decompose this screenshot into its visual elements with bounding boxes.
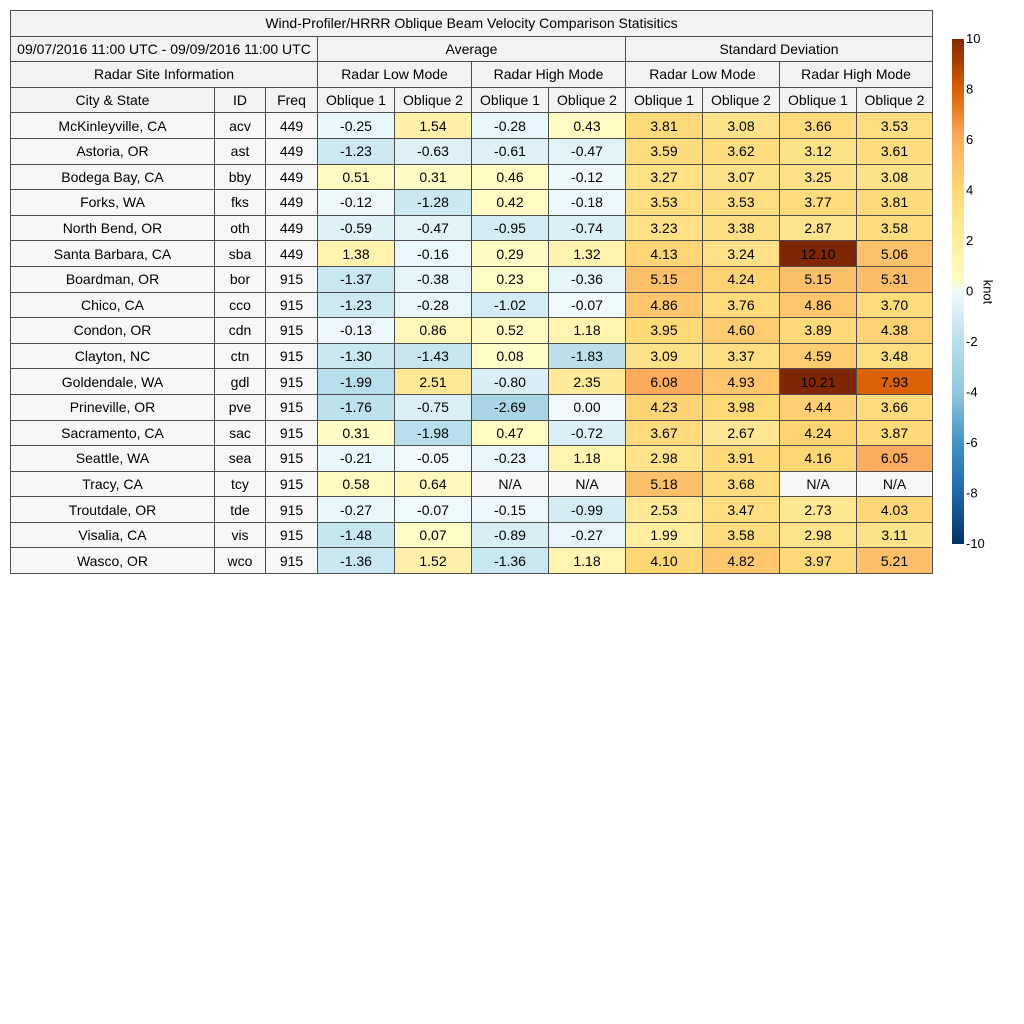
table-row [11,164,933,190]
column-header-city: City & State [11,87,215,113]
site-freq-cell: 915 [266,497,318,523]
colorbar-tick-label: -4 [966,384,978,400]
table-row [11,343,933,369]
site-freq-cell: 915 [266,420,318,446]
site-freq-cell: 449 [266,190,318,216]
value-cell-avg-high-oblique-2: 1.32 [549,241,626,267]
site-freq-cell: 915 [266,548,318,574]
colorbar-tick-label: -6 [966,435,978,450]
site-city-cell: Tracy, CA [11,471,215,497]
value-cell-avg-low-oblique-2: -0.16 [395,241,472,267]
value-cell-std-low-oblique-2: 3.76 [703,292,780,318]
value-cell-avg-high-oblique-1: 0.46 [472,164,549,190]
value-cell-std-low-oblique-1: 3.53 [626,190,703,216]
column-header-id: ID [215,87,266,113]
value-cell-std-low-oblique-2: 3.53 [703,190,780,216]
value-cell-std-low-oblique-2: 3.37 [703,343,780,369]
site-city-cell: Boardman, OR [11,266,215,292]
site-id-cell: ctn [215,343,266,369]
site-city-cell: Bodega Bay, CA [11,164,215,190]
value-cell-avg-low-oblique-2: 0.31 [395,164,472,190]
site-freq-cell: 915 [266,343,318,369]
value-cell-avg-low-oblique-2: -1.28 [395,190,472,216]
column-header-avg-low-oblique-2: Oblique 2 [395,87,472,113]
value-cell-avg-low-oblique-2: -1.43 [395,343,472,369]
value-cell-avg-low-oblique-1: -1.23 [318,138,395,164]
value-cell-std-low-oblique-2: 4.60 [703,318,780,344]
value-cell-avg-low-oblique-1: -0.13 [318,318,395,344]
std-low-mode-header: Radar Low Mode [626,62,780,88]
value-cell-avg-high-oblique-1: 0.29 [472,241,549,267]
value-cell-std-high-oblique-1: 3.66 [780,113,857,139]
value-cell-std-high-oblique-1: 2.73 [780,497,857,523]
value-cell-avg-high-oblique-2: -0.47 [549,138,626,164]
table-row [11,292,933,318]
value-cell-std-low-oblique-1: 3.23 [626,215,703,241]
value-cell-avg-high-oblique-2: 1.18 [549,446,626,472]
column-header-std-high-oblique-1: Oblique 1 [780,87,857,113]
value-cell-std-high-oblique-1: 2.98 [780,522,857,548]
site-id-cell: sac [215,420,266,446]
value-cell-avg-high-oblique-2: N/A [549,471,626,497]
column-header-std-low-oblique-1: Oblique 1 [626,87,703,113]
value-cell-std-low-oblique-1: 5.15 [626,266,703,292]
value-cell-std-low-oblique-1: 2.98 [626,446,703,472]
table-row [11,215,933,241]
colorbar-tick-label: 4 [966,182,974,198]
site-city-cell: Forks, WA [11,190,215,216]
site-city-cell: Chico, CA [11,292,215,318]
site-freq-cell: 915 [266,266,318,292]
value-cell-avg-low-oblique-2: -0.38 [395,266,472,292]
table-row [11,369,933,395]
site-id-cell: sea [215,446,266,472]
value-cell-avg-high-oblique-1: -0.23 [472,446,549,472]
stats-table [10,10,933,574]
value-cell-avg-high-oblique-1: -1.36 [472,548,549,574]
column-header-avg-low-oblique-1: Oblique 1 [318,87,395,113]
site-freq-cell: 915 [266,522,318,548]
site-freq-cell: 449 [266,241,318,267]
value-cell-std-low-oblique-2: 3.24 [703,241,780,267]
value-cell-avg-high-oblique-1: -0.89 [472,522,549,548]
value-cell-std-high-oblique-2: 3.11 [857,522,933,548]
value-cell-avg-low-oblique-1: -0.59 [318,215,395,241]
table-row [11,241,933,267]
colorbar-tick-label: 10 [966,31,981,46]
value-cell-avg-low-oblique-1: -1.30 [318,343,395,369]
colorbar-tick-label: -2 [966,334,978,349]
column-header-std-high-oblique-2: Oblique 2 [857,87,933,113]
value-cell-std-high-oblique-1: 4.59 [780,343,857,369]
colorbar [940,30,1020,560]
column-header-std-low-oblique-2: Oblique 2 [703,87,780,113]
value-cell-avg-high-oblique-1: 0.23 [472,266,549,292]
table-title: Wind-Profiler/HRRR Oblique Beam Velocity Comparison Statisitics [11,11,933,37]
site-id-cell: wco [215,548,266,574]
table-row [11,471,933,497]
site-id-cell: sba [215,241,266,267]
value-cell-std-low-oblique-1: 1.99 [626,522,703,548]
site-id-cell: tcy [215,471,266,497]
value-cell-std-high-oblique-2: 6.05 [857,446,933,472]
value-cell-avg-low-oblique-2: -0.05 [395,446,472,472]
value-cell-std-low-oblique-1: 3.59 [626,138,703,164]
value-cell-avg-high-oblique-1: 0.47 [472,420,549,446]
value-cell-avg-low-oblique-1: -1.36 [318,548,395,574]
site-freq-cell: 449 [266,215,318,241]
value-cell-std-high-oblique-1: 3.25 [780,164,857,190]
value-cell-avg-high-oblique-1: -1.02 [472,292,549,318]
table-row [11,138,933,164]
site-city-cell: Goldendale, WA [11,369,215,395]
value-cell-avg-high-oblique-2: -0.74 [549,215,626,241]
value-cell-std-low-oblique-2: 3.08 [703,113,780,139]
value-cell-avg-high-oblique-1: -0.80 [472,369,549,395]
value-cell-avg-high-oblique-1: 0.42 [472,190,549,216]
value-cell-std-low-oblique-1: 4.86 [626,292,703,318]
site-freq-cell: 449 [266,164,318,190]
value-cell-avg-low-oblique-1: -1.48 [318,522,395,548]
site-city-cell: McKinleyville, CA [11,113,215,139]
table-row [11,266,933,292]
value-cell-std-high-oblique-2: 3.58 [857,215,933,241]
site-city-cell: Seattle, WA [11,446,215,472]
value-cell-avg-high-oblique-2: 2.35 [549,369,626,395]
site-id-cell: oth [215,215,266,241]
site-id-cell: bby [215,164,266,190]
site-id-cell: vis [215,522,266,548]
colorbar-tick-label: -10 [966,536,985,551]
value-cell-avg-low-oblique-1: -1.23 [318,292,395,318]
site-freq-cell: 915 [266,292,318,318]
value-cell-std-low-oblique-2: 4.93 [703,369,780,395]
std-group-header: Standard Deviation [626,36,933,62]
value-cell-avg-low-oblique-2: -0.07 [395,497,472,523]
value-cell-std-high-oblique-1: 10.21 [780,369,857,395]
value-cell-std-high-oblique-2: 4.38 [857,318,933,344]
value-cell-avg-low-oblique-2: -0.63 [395,138,472,164]
table-row [11,420,933,446]
value-cell-avg-high-oblique-1: -0.15 [472,497,549,523]
value-cell-avg-low-oblique-1: -0.27 [318,497,395,523]
value-cell-avg-low-oblique-2: 1.52 [395,548,472,574]
value-cell-std-low-oblique-2: 3.98 [703,394,780,420]
value-cell-std-high-oblique-1: 4.86 [780,292,857,318]
value-cell-avg-low-oblique-1: 0.58 [318,471,395,497]
site-city-cell: Troutdale, OR [11,497,215,523]
value-cell-avg-high-oblique-1: 0.08 [472,343,549,369]
table-row [11,113,933,139]
value-cell-avg-low-oblique-1: 0.31 [318,420,395,446]
value-cell-std-high-oblique-1: 4.16 [780,446,857,472]
value-cell-std-low-oblique-2: 4.24 [703,266,780,292]
table-row [11,497,933,523]
value-cell-avg-low-oblique-1: 0.51 [318,164,395,190]
value-cell-avg-low-oblique-1: -0.21 [318,446,395,472]
site-id-cell: ast [215,138,266,164]
value-cell-std-low-oblique-2: 3.68 [703,471,780,497]
value-cell-avg-high-oblique-2: 1.18 [549,318,626,344]
site-id-cell: cco [215,292,266,318]
value-cell-std-high-oblique-2: 3.81 [857,190,933,216]
value-cell-avg-high-oblique-2: 1.18 [549,548,626,574]
value-cell-avg-high-oblique-1: N/A [472,471,549,497]
value-cell-std-low-oblique-2: 4.82 [703,548,780,574]
value-cell-std-high-oblique-1: 3.12 [780,138,857,164]
value-cell-avg-low-oblique-2: 2.51 [395,369,472,395]
column-header-avg-high-oblique-1: Oblique 1 [472,87,549,113]
value-cell-avg-low-oblique-2: -0.47 [395,215,472,241]
value-cell-avg-high-oblique-1: 0.52 [472,318,549,344]
value-cell-avg-high-oblique-2: -0.27 [549,522,626,548]
value-cell-std-high-oblique-1: 3.89 [780,318,857,344]
value-cell-std-high-oblique-1: 3.77 [780,190,857,216]
site-city-cell: North Bend, OR [11,215,215,241]
value-cell-avg-high-oblique-2: -1.83 [549,343,626,369]
site-freq-cell: 449 [266,113,318,139]
value-cell-avg-high-oblique-2: -0.18 [549,190,626,216]
value-cell-std-high-oblique-1: 4.24 [780,420,857,446]
value-cell-std-low-oblique-1: 4.23 [626,394,703,420]
value-cell-std-low-oblique-1: 5.18 [626,471,703,497]
site-id-cell: cdn [215,318,266,344]
value-cell-avg-low-oblique-1: -1.76 [318,394,395,420]
value-cell-avg-low-oblique-1: -1.99 [318,369,395,395]
value-cell-std-low-oblique-1: 4.10 [626,548,703,574]
value-cell-avg-high-oblique-1: -0.28 [472,113,549,139]
site-info-header: Radar Site Information [11,62,318,88]
site-freq-cell: 915 [266,369,318,395]
value-cell-std-high-oblique-1: N/A [780,471,857,497]
value-cell-std-low-oblique-1: 6.08 [626,369,703,395]
site-id-cell: pve [215,394,266,420]
value-cell-std-low-oblique-1: 3.67 [626,420,703,446]
table-row [11,318,933,344]
value-cell-std-high-oblique-2: 4.03 [857,497,933,523]
value-cell-std-low-oblique-1: 3.81 [626,113,703,139]
value-cell-avg-low-oblique-2: -0.28 [395,292,472,318]
value-cell-avg-low-oblique-1: 1.38 [318,241,395,267]
site-city-cell: Wasco, OR [11,548,215,574]
value-cell-std-low-oblique-1: 2.53 [626,497,703,523]
site-city-cell: Sacramento, CA [11,420,215,446]
colorbar-gradient [952,39,964,544]
value-cell-std-high-oblique-1: 5.15 [780,266,857,292]
site-city-cell: Visalia, CA [11,522,215,548]
site-city-cell: Condon, OR [11,318,215,344]
avg-low-mode-header: Radar Low Mode [318,62,472,88]
value-cell-avg-high-oblique-1: -0.95 [472,215,549,241]
value-cell-std-low-oblique-1: 3.09 [626,343,703,369]
value-cell-std-low-oblique-2: 3.62 [703,138,780,164]
table-row [11,548,933,574]
value-cell-std-high-oblique-2: 3.61 [857,138,933,164]
value-cell-avg-low-oblique-2: -1.98 [395,420,472,446]
value-cell-avg-low-oblique-2: 0.86 [395,318,472,344]
value-cell-std-high-oblique-1: 3.97 [780,548,857,574]
colorbar-tick-label: 6 [966,132,974,147]
table-row [11,446,933,472]
period-label: 09/07/2016 11:00 UTC - 09/09/2016 11:00 UTC [11,36,318,62]
value-cell-avg-high-oblique-1: -0.61 [472,138,549,164]
value-cell-std-high-oblique-2: N/A [857,471,933,497]
value-cell-avg-low-oblique-1: -1.37 [318,266,395,292]
column-header-avg-high-oblique-2: Oblique 2 [549,87,626,113]
value-cell-std-low-oblique-2: 2.67 [703,420,780,446]
colorbar-unit-label: knot [980,279,996,305]
site-freq-cell: 449 [266,138,318,164]
value-cell-std-low-oblique-1: 3.95 [626,318,703,344]
colorbar-tick-label: 2 [966,233,974,248]
site-id-cell: fks [215,190,266,216]
colorbar-tick-label: 0 [966,283,974,299]
value-cell-std-high-oblique-2: 3.48 [857,343,933,369]
value-cell-avg-high-oblique-2: -0.72 [549,420,626,446]
site-freq-cell: 915 [266,394,318,420]
value-cell-avg-high-oblique-2: 0.00 [549,394,626,420]
value-cell-std-low-oblique-2: 3.91 [703,446,780,472]
site-freq-cell: 915 [266,318,318,344]
value-cell-avg-high-oblique-2: -0.99 [549,497,626,523]
value-cell-avg-high-oblique-2: 0.43 [549,113,626,139]
value-cell-std-high-oblique-2: 3.08 [857,164,933,190]
value-cell-std-low-oblique-1: 4.13 [626,241,703,267]
value-cell-std-high-oblique-1: 2.87 [780,215,857,241]
value-cell-avg-low-oblique-2: 1.54 [395,113,472,139]
value-cell-std-high-oblique-2: 7.93 [857,369,933,395]
colorbar-tick-label: 8 [966,81,974,97]
value-cell-avg-low-oblique-2: 0.64 [395,471,472,497]
table-row [11,190,933,216]
std-high-mode-header: Radar High Mode [780,62,933,88]
value-cell-std-low-oblique-1: 3.27 [626,164,703,190]
value-cell-avg-high-oblique-1: -2.69 [472,394,549,420]
avg-high-mode-header: Radar High Mode [472,62,626,88]
value-cell-std-high-oblique-1: 12.10 [780,241,857,267]
value-cell-avg-high-oblique-2: -0.07 [549,292,626,318]
value-cell-std-high-oblique-2: 3.66 [857,394,933,420]
site-id-cell: acv [215,113,266,139]
value-cell-avg-low-oblique-1: -0.25 [318,113,395,139]
site-city-cell: Prineville, OR [11,394,215,420]
value-cell-std-high-oblique-2: 5.31 [857,266,933,292]
value-cell-std-high-oblique-2: 3.87 [857,420,933,446]
table-row [11,522,933,548]
site-city-cell: Santa Barbara, CA [11,241,215,267]
value-cell-std-high-oblique-2: 5.21 [857,548,933,574]
value-cell-std-high-oblique-2: 5.06 [857,241,933,267]
site-city-cell: Clayton, NC [11,343,215,369]
value-cell-std-low-oblique-2: 3.47 [703,497,780,523]
site-freq-cell: 915 [266,471,318,497]
value-cell-std-low-oblique-2: 3.58 [703,522,780,548]
column-header-freq: Freq [266,87,318,113]
site-id-cell: gdl [215,369,266,395]
value-cell-avg-low-oblique-2: 0.07 [395,522,472,548]
value-cell-std-high-oblique-1: 4.44 [780,394,857,420]
value-cell-std-high-oblique-2: 3.70 [857,292,933,318]
table-row [11,394,933,420]
value-cell-avg-high-oblique-2: -0.36 [549,266,626,292]
site-id-cell: bor [215,266,266,292]
site-freq-cell: 915 [266,446,318,472]
average-group-header: Average [318,36,626,62]
colorbar-tick-label: -8 [966,485,978,501]
value-cell-std-low-oblique-2: 3.38 [703,215,780,241]
site-city-cell: Astoria, OR [11,138,215,164]
value-cell-std-high-oblique-2: 3.53 [857,113,933,139]
value-cell-avg-low-oblique-1: -0.12 [318,190,395,216]
value-cell-avg-high-oblique-2: -0.12 [549,164,626,190]
value-cell-std-low-oblique-2: 3.07 [703,164,780,190]
site-id-cell: tde [215,497,266,523]
value-cell-avg-low-oblique-2: -0.75 [395,394,472,420]
